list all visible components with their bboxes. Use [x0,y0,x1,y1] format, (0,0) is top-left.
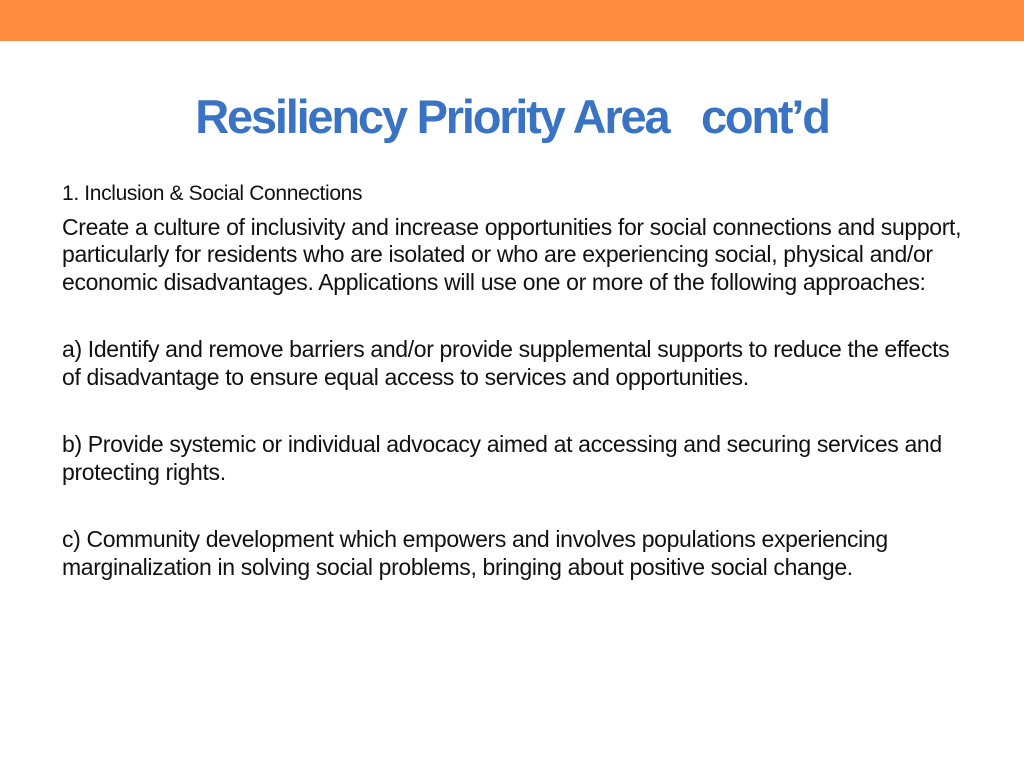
section-heading: 1. Inclusion & Social Connections [62,182,363,205]
approach-c-paragraph: c) Community development which empowers and involves populations experiencing marginalization in solving social problems, bringing about positive social change. [62,526,888,580]
approach-b-paragraph: b) Provide systemic or individual advocacy aimed at accessing and securing services and protecting rights. [62,431,942,485]
slide-body [62,180,962,581]
top-accent-bar [0,0,1024,41]
slide-title: Resiliency Priority Area cont’d [195,90,829,143]
approach-a-paragraph: a) Identify and remove barriers and/or provide supplemental supports to reduce the effects of disadvantage to ensure equal access to services and opportunities. [62,336,950,390]
intro-paragraph: Create a culture of inclusivity and increase opportunities for social connections and support, particularly for residents who are isolated or who are experiencing social, physical and/or economic disadvantages. Applications will use one or more of the following approaches: [62,213,962,295]
